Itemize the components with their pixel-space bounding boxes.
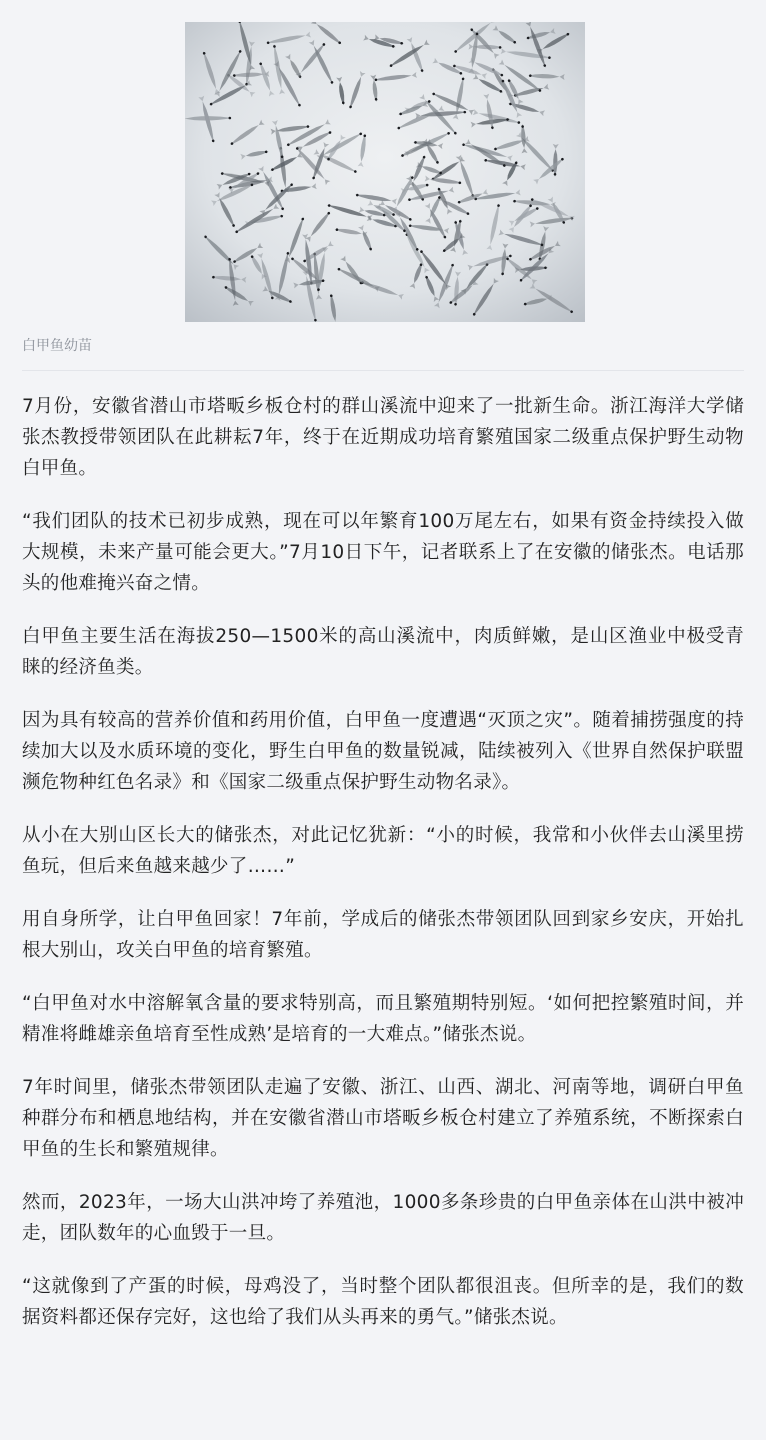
paragraph-2: “我们团队的技术已初步成熟，现在可以年繁育100万尾左右，如果有资金持续投入做大规模，未来产量可能会更大。”7月10日下午，记者联系上了在安徽的储张杰。电话那头的他难掩兴奋之情。 [22, 511, 744, 594]
paragraph-5: 从小在大别山区长大的储张杰，对此记忆犹新：“小的时候，我常和小伙伴去山溪里捞鱼玩，但后来鱼越来越少了……” [22, 825, 744, 877]
paragraph-10: “这就像到了产蛋的时候，母鸡没了，当时整个团队都很沮丧。但所幸的是，我们的数据资料都还保存完好，这也给了我们从头再来的勇气。”储张杰说。 [22, 1276, 744, 1328]
paragraph-6: 用自身所学，让白甲鱼回家！7年前，学成后的储张杰带领团队回到家乡安庆，开始扎根大别山，攻关白甲鱼的培育繁殖。 [22, 909, 744, 961]
image-caption: 白甲鱼幼苗 [22, 338, 92, 354]
fish-fry-photo-icon [185, 22, 585, 322]
paragraph-7: “白甲鱼对水中溶解氧含量的要求特别高，而且繁殖期特别短。‘如何把控繁殖时间，并精准将雌雄亲鱼培育至性成熟’是培育的一大难点。”储张杰说。 [22, 993, 744, 1045]
paragraph-9: 然而，2023年，一场大山洪冲垮了养殖池，1000多条珍贵的白甲鱼亲体在山洪中被冲走，团队数年的心血毁于一旦。 [22, 1192, 744, 1244]
article-figure [22, 22, 744, 354]
article-body [22, 391, 744, 1333]
fish-fry-photo[interactable] [185, 22, 585, 322]
divider [22, 370, 744, 371]
paragraph-3: 白甲鱼主要生活在海拔250—1500米的高山溪流中，肉质鲜嫩，是山区渔业中极受青睐的经济鱼类。 [22, 626, 744, 678]
paragraph-4: 因为具有较高的营养价值和药用价值，白甲鱼一度遭遇“灭顶之灾”。随着捕捞强度的持续加大以及水质环境的变化，野生白甲鱼的数量锐减，陆续被列入《世界自然保护联盟濒危物种红色名录》和《国家二级重点保护野生动物名录》。 [22, 710, 744, 793]
paragraph-8: 7年时间里，储张杰带领团队走遍了安徽、浙江、山西、湖北、河南等地，调研白甲鱼种群分布和栖息地结构，并在安徽省潜山市塔畈乡板仓村建立了养殖系统，不断探索白甲鱼的生长和繁殖规律。 [22, 1077, 744, 1160]
paragraph-1: 7月份，安徽省潜山市塔畈乡板仓村的群山溪流中迎来了一批新生命。浙江海洋大学储张杰教授带领团队在此耕耘7年，终于在近期成功培育繁殖国家二级重点保护野生动物白甲鱼。 [22, 396, 744, 479]
